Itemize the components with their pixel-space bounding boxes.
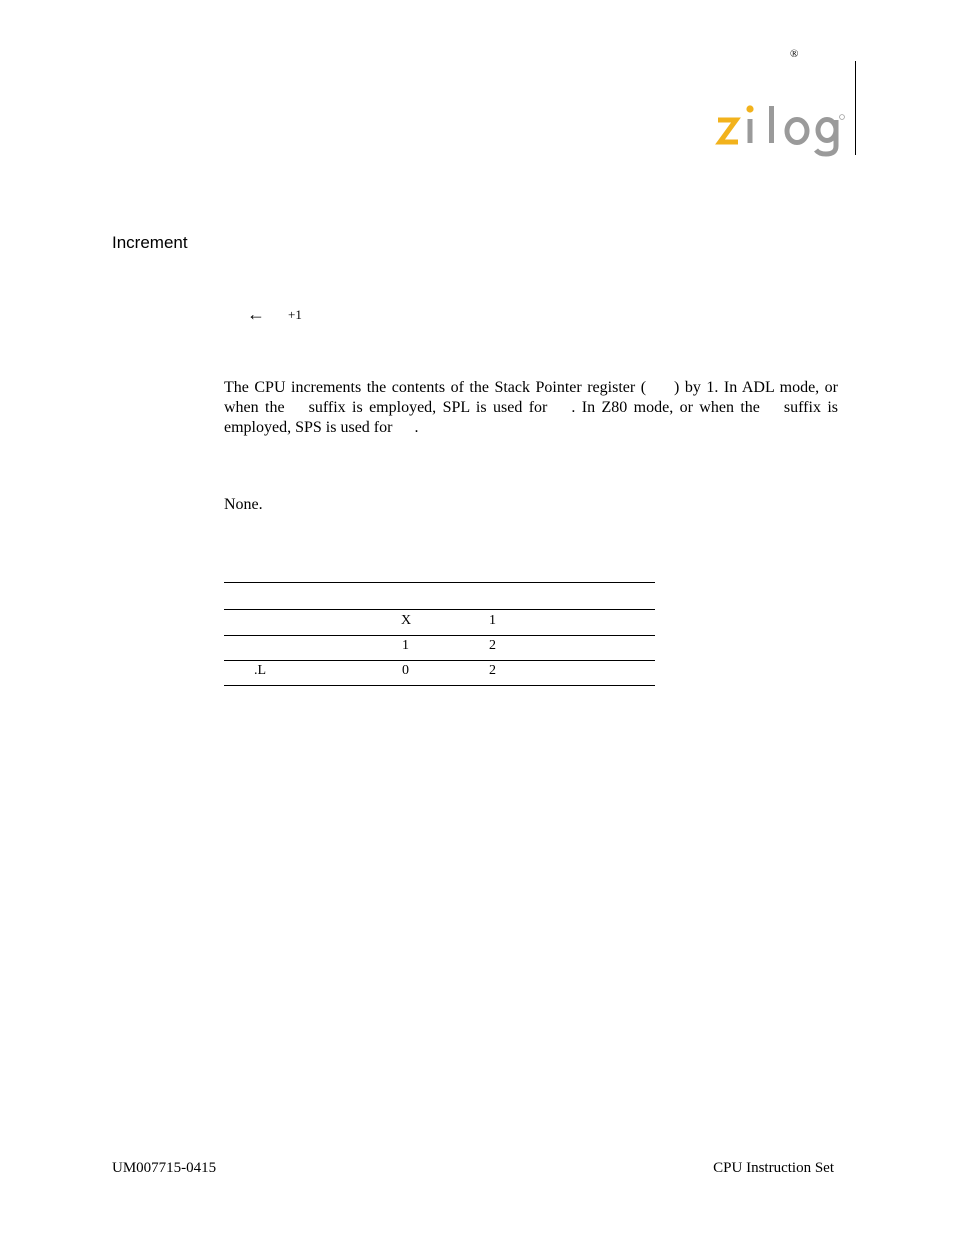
condition-bits-text: None. xyxy=(224,496,263,513)
cycles-cell: 2 xyxy=(489,663,496,678)
adl-cell: 0 xyxy=(402,663,409,678)
description-line-3: employed, SPS is used for . xyxy=(224,419,419,436)
header-divider xyxy=(855,61,856,155)
table-top-rule xyxy=(224,582,655,583)
table-bottom-rule xyxy=(224,685,655,686)
cycles-cell: 1 xyxy=(489,613,496,628)
table-row-rule xyxy=(224,635,655,636)
instruction-cell: .L xyxy=(254,663,267,678)
footer-section-title: CPU Instruction Set xyxy=(713,1160,834,1176)
registered-mark: ® xyxy=(790,48,799,60)
description-line-1: The CPU increments the contents of the Stack Pointer register ( ) by 1. In ADL mode, or xyxy=(224,379,839,396)
adl-cell: X xyxy=(401,613,412,628)
cycles-cell: 2 xyxy=(489,638,496,653)
operation-arrow: ← xyxy=(247,304,265,324)
adl-cell: 1 xyxy=(402,638,409,653)
description-line-2: when the suffix is employed, SPL is used for . In Z80 mode, or when the suffix is xyxy=(224,399,839,416)
operation-expression: +1 xyxy=(288,307,302,322)
table-row-rule xyxy=(224,660,655,661)
footer-doc-number: UM007715-0415 xyxy=(112,1160,217,1176)
description-paragraph xyxy=(224,378,838,438)
table-header-rule xyxy=(224,609,655,610)
section-heading: Increment xyxy=(112,233,188,252)
zilog-logo xyxy=(714,104,846,160)
